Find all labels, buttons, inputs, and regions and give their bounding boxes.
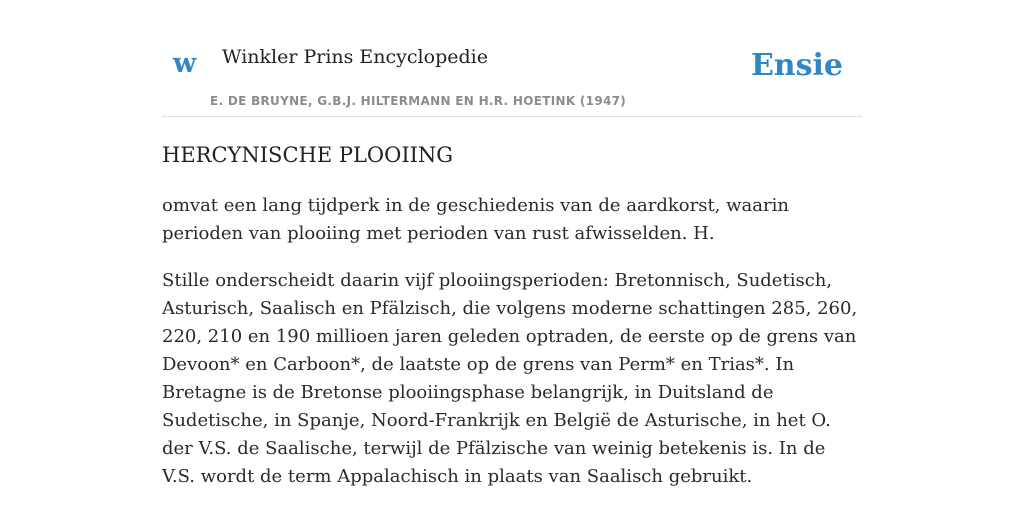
authors-line: E. DE BRUYNE, G.B.J. HILTERMANN EN H.R. HOETINK (1947) bbox=[210, 94, 627, 108]
winkler-prins-logo[interactable]: w bbox=[173, 48, 197, 79]
article-paragraph: omvat een lang tijdperk in de geschiedenis van de aardkorst, waarin perioden van plooiing met perioden van rust afwisselden. H. bbox=[162, 195, 789, 244]
header bbox=[162, 0, 862, 117]
publication-title[interactable]: Winkler Prins Encyclopedie bbox=[222, 46, 488, 68]
ensie-brand-logo[interactable]: Ensie bbox=[750, 48, 843, 83]
article-headword: HERCYNISCHE PLOOIING bbox=[162, 143, 454, 167]
article-paragraph: Stille onderscheidt daarin vijf plooiingsperioden: Bretonnisch, Sudetisch, Asturisch, Saalisch en Pfälzisch, die volgens moderne schattingen 285, 260, 220, 210 en 190 millioen jaren geleden optraden, de eerste op de grens van Devoon* en Carboon*, de laatste op de grens van Perm* en Trias*. In Bretagne is de Bretonse plooiingsphase belangrijk, in Duitsland de Sudetische, in Spanje, Noord-Frankrijk en België de Asturische, in het O. der V.S. de Saalische, terwijl de Pfälzische van weinig betekenis is. In de V.S. wordt de term Appalachisch in plaats van Saalisch gebruikt. bbox=[162, 270, 858, 487]
article bbox=[162, 140, 862, 491]
